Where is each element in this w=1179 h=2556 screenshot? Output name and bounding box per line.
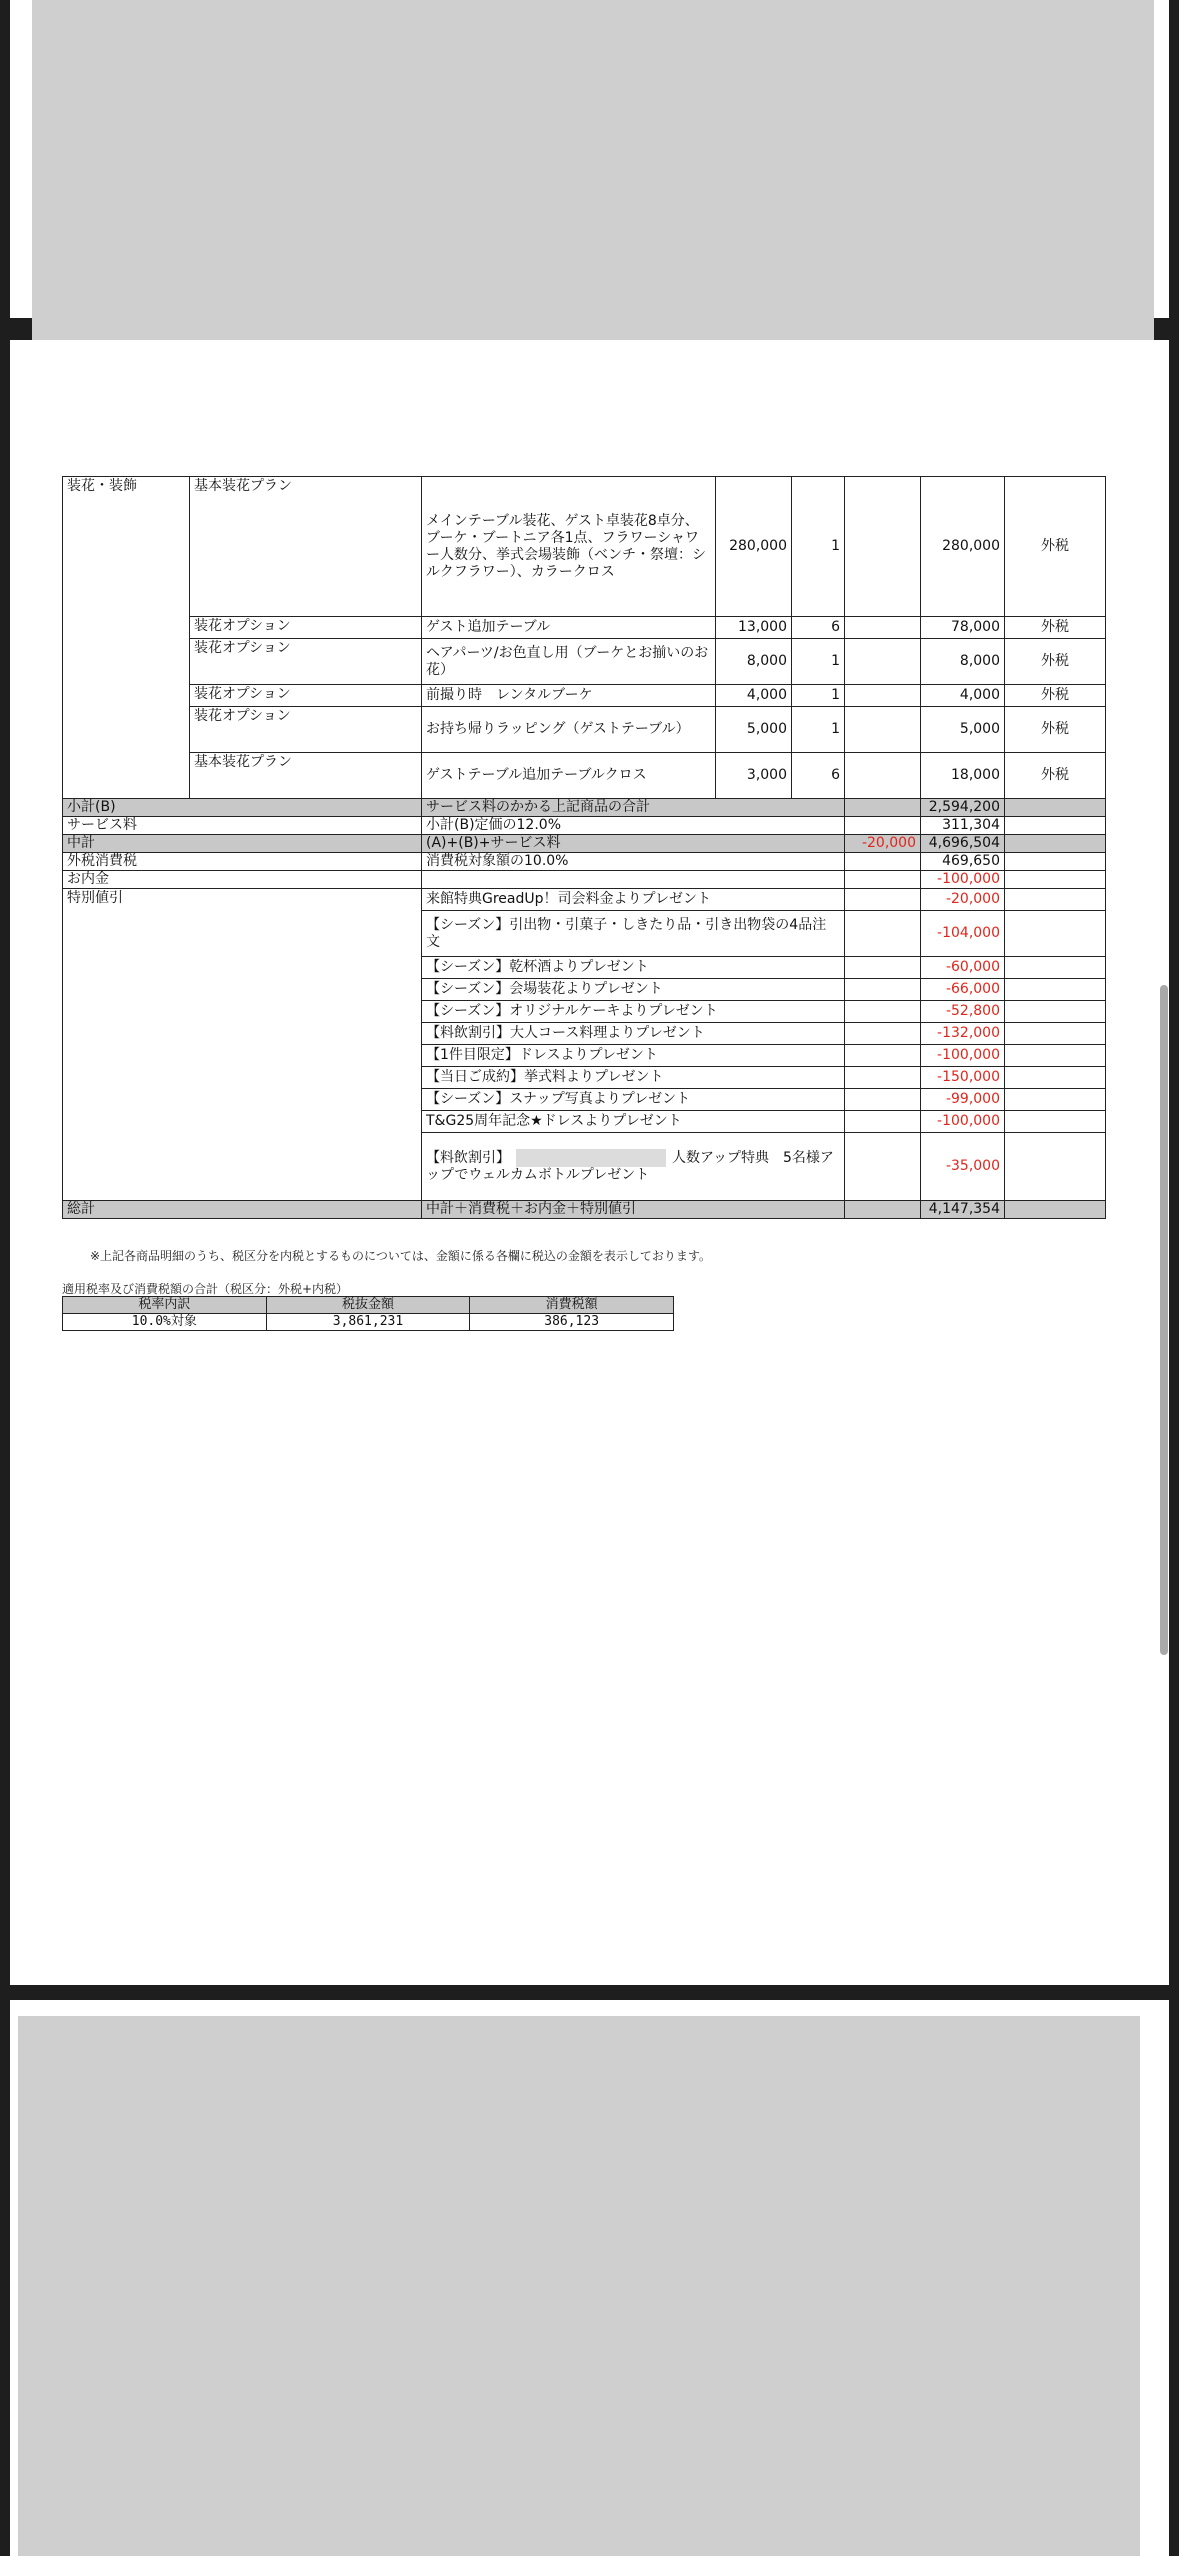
row-description: (A)+(B)+サービス料 <box>422 835 845 853</box>
discount-cell <box>845 979 921 1001</box>
unit-price-cell: 13,000 <box>716 617 792 639</box>
grand-total-row <box>63 1201 1106 1219</box>
discount-amount: -104,000 <box>921 911 1005 957</box>
special-discount-row <box>63 889 1106 911</box>
deposit-row <box>63 871 1106 889</box>
tax-summary-caption: 適用税率及び消費税額の合計（税区分：外税+内税） <box>62 1282 349 1296</box>
unit-price-cell: 5,000 <box>716 707 792 753</box>
discount-cell <box>845 1111 921 1133</box>
discount-description: 【シーズン】オリジナルケーキよりプレゼント <box>422 1001 845 1023</box>
tax-type-cell: 外税 <box>1005 617 1106 639</box>
discount-cell <box>845 1023 921 1045</box>
estimate-detail-table <box>62 476 1106 1219</box>
discount-cell <box>845 477 921 617</box>
discount-description: 【シーズン】スナップ写真よりプレゼント <box>422 1089 845 1111</box>
discount-cell <box>845 1067 921 1089</box>
discount-cell: -20,000 <box>845 835 921 853</box>
table-row <box>63 685 1106 707</box>
row-label: 総計 <box>63 1201 422 1219</box>
amount-cell: 8,000 <box>921 639 1005 685</box>
discount-cell <box>845 707 921 753</box>
discount-amount: -132,000 <box>921 1023 1005 1045</box>
unit-price-cell: 4,000 <box>716 685 792 707</box>
discount-cell <box>845 685 921 707</box>
discount-amount: -150,000 <box>921 1067 1005 1089</box>
discount-cell <box>845 817 921 835</box>
subtotal-b-row <box>63 799 1106 817</box>
discount-description: 【シーズン】会場装花よりプレゼント <box>422 979 845 1001</box>
discount-description: 来館特典GreadUp！司会料金よりプレゼント <box>422 889 845 911</box>
tax-type-cell <box>1005 799 1106 817</box>
tax-type-cell <box>1005 853 1106 871</box>
discount-cell <box>845 1201 921 1219</box>
tax-type-cell <box>1005 835 1106 853</box>
discount-cell <box>845 1045 921 1067</box>
row-label: お内金 <box>63 871 422 889</box>
row-label: サービス料 <box>63 817 422 835</box>
discount-description: T&G25周年記念★ドレスよりプレゼント <box>422 1111 845 1133</box>
table-row <box>63 753 1106 799</box>
discount-cell <box>845 1089 921 1111</box>
discount-description: 【シーズン】引出物・引菓子・しきたり品・引き出物袋の4品注文 <box>422 911 845 957</box>
quantity-cell: 1 <box>792 685 845 707</box>
table-row <box>63 639 1106 685</box>
discount-description <box>422 1133 845 1201</box>
discount-cell <box>845 889 921 911</box>
discount-amount: -35,000 <box>921 1133 1005 1201</box>
plan-cell: 装花オプション <box>190 685 422 707</box>
plan-cell: 基本装花プラン <box>190 477 422 617</box>
tax-summary-table <box>62 1296 674 1331</box>
redacted-area-bottom <box>18 2016 1140 2556</box>
discount-description: 【シーズン】乾杯酒よりプレゼント <box>422 957 845 979</box>
amount-cell: 4,000 <box>921 685 1005 707</box>
tax-type-cell: 外税 <box>1005 707 1106 753</box>
discount-cell <box>845 617 921 639</box>
discount-cell <box>845 957 921 979</box>
tax-type-cell <box>1005 889 1106 911</box>
row-amount: 469,650 <box>921 853 1005 871</box>
quantity-cell: 1 <box>792 477 845 617</box>
quantity-cell: 6 <box>792 753 845 799</box>
discount-cell <box>845 799 921 817</box>
unit-price-cell: 3,000 <box>716 753 792 799</box>
discount-amount: -99,000 <box>921 1089 1005 1111</box>
tax-type-cell <box>1005 911 1106 957</box>
tax-type-cell <box>1005 1201 1106 1219</box>
tax-summary-row <box>63 1314 674 1331</box>
tax-type-cell <box>1005 1023 1106 1045</box>
midtotal-row <box>63 835 1106 853</box>
discount-description: 【1件目限定】ドレスよりプレゼント <box>422 1045 845 1067</box>
redacted-text <box>516 1149 666 1167</box>
table-row <box>63 477 1106 617</box>
description-cell: メインテーブル装花、ゲスト卓装花8卓分、ブーケ・ブートニア各1点、フラワーシャワー人数分、挙式会場装飾（ベンチ・祭壇：シルクフラワー）、カラークロス <box>422 477 716 617</box>
row-label: 中計 <box>63 835 422 853</box>
description-cell: ヘアパーツ/お色直し用（ブーケとお揃いのお花） <box>422 639 716 685</box>
discount-amount: -100,000 <box>921 1045 1005 1067</box>
footnote: ※上記各商品明細のうち、税区分を内税とするものについては、金額に係る各欄に税込の金額を表示しております。 <box>90 1249 711 1263</box>
tax-type-cell: 外税 <box>1005 753 1106 799</box>
tax-type-cell: 外税 <box>1005 685 1106 707</box>
consumption-tax-row <box>63 853 1106 871</box>
row-description: 小計(B)定価の12.0% <box>422 817 845 835</box>
row-description: 中計＋消費税＋お内金＋特別値引 <box>422 1201 845 1219</box>
header-cell: 消費税額 <box>470 1297 674 1314</box>
discount-cell <box>845 871 921 889</box>
quantity-cell: 1 <box>792 707 845 753</box>
amount-cell: 5,000 <box>921 707 1005 753</box>
scrollbar-thumb[interactable] <box>1160 985 1168 1655</box>
discount-amount: -66,000 <box>921 979 1005 1001</box>
discount-amount: -60,000 <box>921 957 1005 979</box>
amount-cell: 280,000 <box>921 477 1005 617</box>
tax-type-cell <box>1005 1001 1106 1023</box>
row-amount: 4,696,504 <box>921 835 1005 853</box>
service-charge-row <box>63 817 1106 835</box>
discount-cell <box>845 1133 921 1201</box>
tax-rate-cell: 10.0%対象 <box>63 1314 267 1331</box>
discount-amount: -20,000 <box>921 889 1005 911</box>
discount-cell <box>845 753 921 799</box>
unit-price-cell: 8,000 <box>716 639 792 685</box>
tax-type-cell <box>1005 1133 1106 1201</box>
table-row <box>63 707 1106 753</box>
tax-type-cell <box>1005 957 1106 979</box>
tax-summary-header <box>63 1297 674 1314</box>
tax-excluded-cell: 3,861,231 <box>266 1314 470 1331</box>
special-discount-label: 特別値引 <box>63 889 422 1201</box>
discount-prefix: 【料飲割引】 <box>426 1150 510 1166</box>
tax-type-cell <box>1005 1111 1106 1133</box>
discount-cell <box>845 911 921 957</box>
discount-cell <box>845 853 921 871</box>
row-label: 外税消費税 <box>63 853 422 871</box>
tax-type-cell <box>1005 1067 1106 1089</box>
discount-amount: -100,000 <box>921 1111 1005 1133</box>
row-description: サービス料のかかる上記商品の合計 <box>422 799 845 817</box>
row-amount: 311,304 <box>921 817 1005 835</box>
discount-description: 【当日ご成約】挙式料よりプレゼント <box>422 1067 845 1089</box>
header-cell: 税抜金額 <box>266 1297 470 1314</box>
plan-cell: 装花オプション <box>190 617 422 639</box>
description-cell: お持ち帰りラッピング（ゲストテーブル） <box>422 707 716 753</box>
table-row <box>63 617 1106 639</box>
quantity-cell: 1 <box>792 639 845 685</box>
category-cell: 装花・装飾 <box>63 477 190 799</box>
description-cell: ゲスト追加テーブル <box>422 617 716 639</box>
amount-cell: 18,000 <box>921 753 1005 799</box>
plan-cell: 基本装花プラン <box>190 753 422 799</box>
amount-cell: 78,000 <box>921 617 1005 639</box>
row-description <box>422 871 845 889</box>
plan-cell: 装花オプション <box>190 707 422 753</box>
tax-type-cell <box>1005 871 1106 889</box>
row-description: 消費税対象額の10.0% <box>422 853 845 871</box>
tax-type-cell <box>1005 1045 1106 1067</box>
tax-type-cell: 外税 <box>1005 639 1106 685</box>
row-amount: 2,594,200 <box>921 799 1005 817</box>
description-cell: 前撮り時 レンタルブーケ <box>422 685 716 707</box>
discount-description: 【料飲割引】大人コース料理よりプレゼント <box>422 1023 845 1045</box>
row-amount: -100,000 <box>921 871 1005 889</box>
header-cell: 税率内訳 <box>63 1297 267 1314</box>
tax-type-cell <box>1005 979 1106 1001</box>
unit-price-cell: 280,000 <box>716 477 792 617</box>
description-cell: ゲストテーブル追加テーブルクロス <box>422 753 716 799</box>
discount-cell <box>845 1001 921 1023</box>
tax-type-cell <box>1005 1089 1106 1111</box>
quantity-cell: 6 <box>792 617 845 639</box>
tax-type-cell: 外税 <box>1005 477 1106 617</box>
row-label: 小計(B) <box>63 799 422 817</box>
row-amount: 4,147,354 <box>921 1201 1005 1219</box>
discount-cell <box>845 639 921 685</box>
discount-amount: -52,800 <box>921 1001 1005 1023</box>
tax-type-cell <box>1005 817 1106 835</box>
discount-suffix: 人数アップ特典 5名様アップでウェルカムボトルプレゼント <box>426 1150 834 1183</box>
tax-amount-cell: 386,123 <box>470 1314 674 1331</box>
plan-cell: 装花オプション <box>190 639 422 685</box>
